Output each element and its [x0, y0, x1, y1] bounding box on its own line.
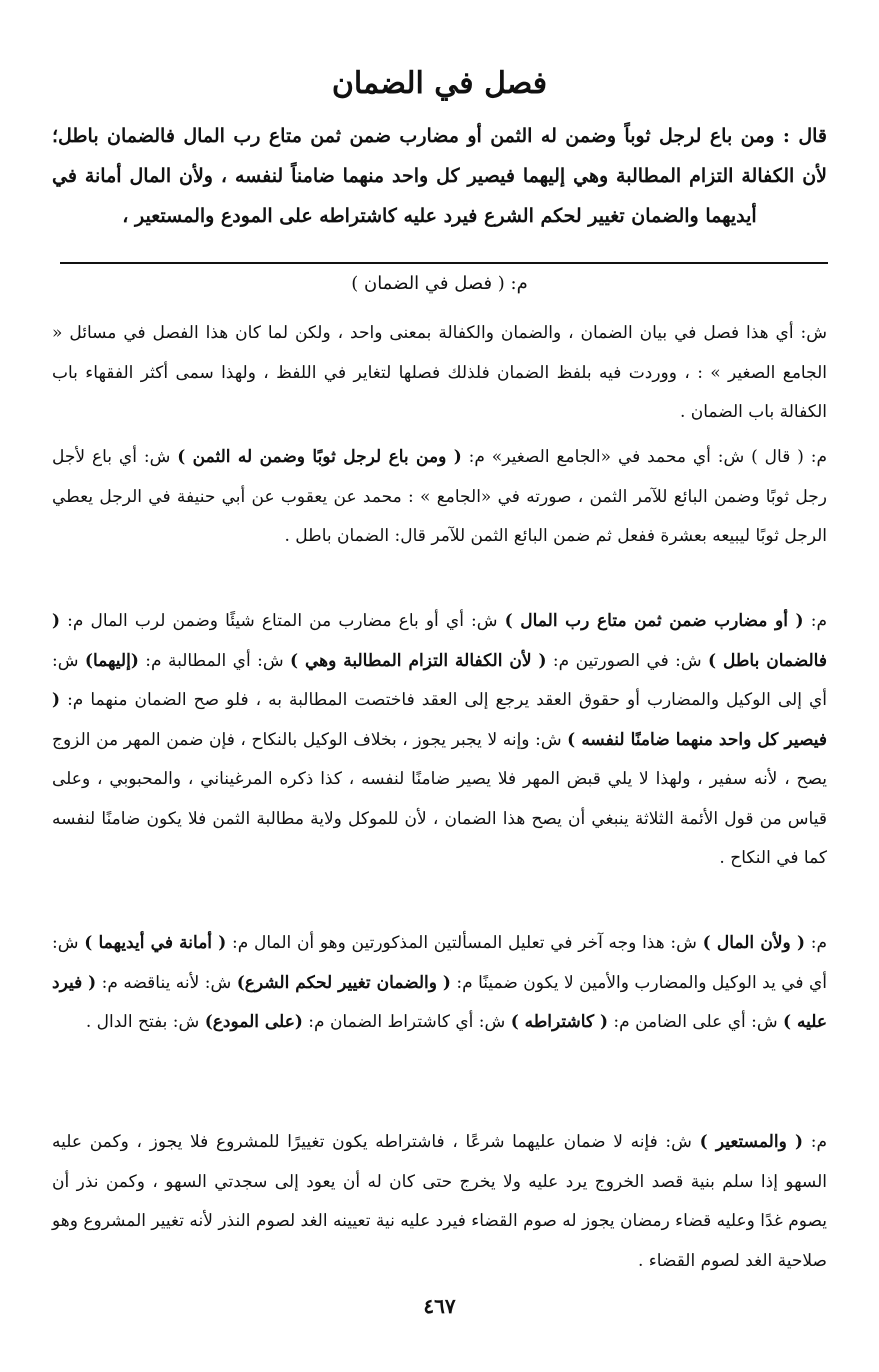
quoted-matn: ( ومن باع لرجل ثوبًا وضمن له الثمن ) [177, 447, 462, 467]
commentary-paragraph-3 [52, 602, 827, 879]
text-run: ش: أي في يد الوكيل والمضارب والأمين لا يكون ضمينًا م: [52, 933, 827, 993]
book-page [52, 0, 827, 1372]
commentary-paragraph-2 [52, 438, 827, 557]
text-run: ش: لأنه يناقضه م: [96, 972, 237, 993]
text-run: ش: وإنه لا يجبر يجوز ، بخلاف الوكيل بالنكاح ، فإن ضمن المهر من الزوج يصح ، لأنه سفير ، ولهذا لا يلي قبض المهر فلا يصير ضامنًا لنفسه ، كذا ذكره المرغيناني ، والمحبوبي ، وعلى قياس من قول الأئمة الثلاثة ينبغي أن يصح هذا الضمان ، لأن للموكل ولاية مطالبة الثمن فلا يكون ضامنًا لنفسه كما في النكاح . [52, 729, 827, 868]
quoted-matn: (على المودع) [204, 1012, 303, 1032]
matn-text: قال : ومن باع لرجل ثوباً وضمن له الثمن أو مضارب ضمن ثمن متاع رب المال فالضمان باطل؛ لأن الكفالة التزام المطالبة وهي إليهما فيصير كل واحد منهما ضامناً لنفسه ، ولأن المال أمانة في أيديهما والضمان تغيير لحكم الشرع فيرد عليه كاشتراطه على المودع والمستعير ، [52, 125, 827, 227]
quoted-matn: ( والضمان تغيير لحكم الشرع) [236, 972, 451, 993]
text-run: ش: أي أو باع مضارب من المتاع شيئًا وضمن لرب المال م: [60, 611, 505, 631]
text-run: م: [803, 611, 827, 631]
text-run: ش: أي كاشتراط الضمان م: [302, 1012, 511, 1032]
separator-line [60, 262, 828, 264]
quoted-matn: ( أمانة في أيديهما ) [84, 933, 227, 953]
quoted-matn: ( لأن الكفالة التزام المطالبة وهي ) [290, 650, 547, 671]
commentary-heading: م: ( فصل في الضمان ) [351, 273, 528, 294]
quoted-matn: ( أو مضارب ضمن ثمن متاع رب المال ) [504, 611, 804, 631]
page-number: ٤٦٧ [423, 1294, 456, 1318]
quoted-matn: ( فيرد عليه ) [52, 972, 827, 1032]
quoted-matn: ( فالضمان باطل ) [52, 611, 827, 671]
quoted-matn: ( كاشتراطه ) [510, 1012, 609, 1032]
text-run: ش: في الصورتين م: [546, 650, 709, 671]
quoted-matn: ( والمستعير ) [699, 1132, 804, 1152]
page-title: فصل في الضمان [331, 66, 548, 101]
commentary-paragraph-1: ش: أي هذا فصل في بيان الضمان ، والضمان والكفالة بمعنى واحد ، ولكن لما كان هذا الفصل في مسائل « الجامع الصغير » : ، ووردت فيه بلفظ الضمان فلذلك فصلها لتغاير في اللفظ ، ولهذا سمى أكثر الفقهاء باب الكفالة باب الضمان . [52, 323, 827, 422]
commentary-paragraph-4 [52, 924, 827, 1043]
text-run: م: ( قال ) ش: أي محمد في «الجامع الصغير» م: [461, 447, 827, 467]
text-run: م: [803, 1132, 827, 1152]
text-run: ش: هذا وجه آخر في تعليل المسألتين المذكورتين وهو أن المال م: [226, 933, 703, 953]
text-run: ش: بفتح الدال . [85, 1012, 205, 1032]
text-run: م: [805, 933, 827, 953]
quoted-matn: ( ولأن المال ) [702, 933, 806, 953]
quoted-matn: ( فيصير كل واحد منهما ضامنًا لنفسه ) [52, 690, 827, 750]
text-run: ش: أي المطالبة م: [138, 650, 290, 671]
text-run: ش: أي إلى الوكيل والمضارب أو حقوق العقد يرجع إلى العقد فاختصت المطالبة به ، فلو صح الضمان منهما م: [52, 650, 828, 710]
text-run: ش: فإنه لا ضمان عليهما شرعًا ، فاشتراطه يكون تغييرًا للمشروع فلا يجوز ، وكمن عليه السهو إذا سلم بنية قصد الخروج يرد عليه ولا يخرج حتى كان له أن يعود إلى سجدتي السهو ، وكمن نذر أن يصوم غدًا وعليه قضاء رمضان يجوز له صوم القضاء فيرد عليه نية تعيينه الغد لصوم النذر لأنه تغيير المشروع وهو صلاحية الغد لصوم القضاء . [52, 1132, 827, 1271]
text-run: ش: أي على الضامن م: [608, 1012, 784, 1032]
commentary-paragraph-5 [52, 1123, 827, 1281]
quoted-matn: (إليهما) [84, 650, 139, 671]
text-run: ش: أي باع لأجل رجل ثوبًا وضمن البائع للآمر الثمن ، صورته في «الجامع » : محمد عن يعقوب عن أبي حنيفة في الرجل يعطي الرجل ثوبًا ليبيعه بعشرة ففعل ثم ضمن البائع الثمن للآمر قال: الضمان باطل . [52, 447, 827, 546]
